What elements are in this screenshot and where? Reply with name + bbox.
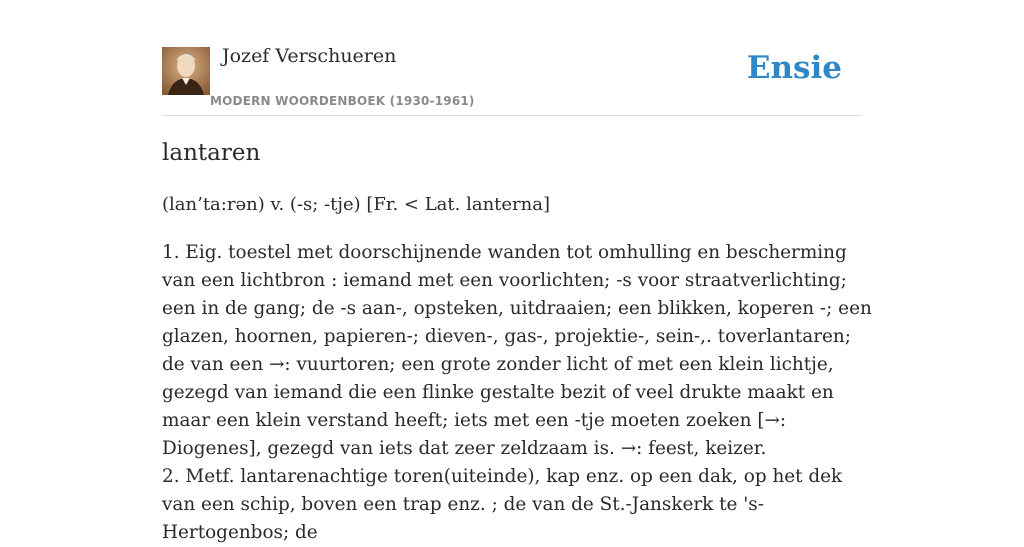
source-dictionary[interactable]: MODERN WOORDENBOEK (1930-1961) — [210, 94, 475, 108]
author-avatar[interactable] — [162, 47, 210, 95]
definition-1: 1. Eig. toestel met doorschijnende wanden tot omhulling en bescherming van een lichtbron : iemand met een voorlichten; -s voor straatverlichting; een in de gang; de -s aan-, opsteken, uitdraaien; een blikken, koperen -; een glazen, hoornen, papieren-; dieven-, gas-, projektie-, sein-,. toverlantaren; de van een →: vuurtoren; een grote zonder licht of met een klein lichtje, gezegd van iemand die een flinke gestalte bezit of veel drukte maakt en maar een klein verstand heeft; iets met een -tje moeten zoeken [→: Diogenes], gezegd van iets dat zeer zeldzaam is. →: feest, keizer. — [162, 242, 872, 459]
headword: lantaren — [162, 140, 261, 166]
ensie-logo[interactable]: Ensie — [746, 50, 842, 86]
entry-header — [162, 0, 862, 116]
author-name[interactable]: Jozef Verschueren — [222, 45, 397, 67]
page — [162, 0, 872, 543]
pronunciation-etymology: (lan’ta:rən) v. (-s; -tje) [Fr. < Lat. lanterna] — [162, 194, 551, 215]
definition-2: 2. Metf. lantarenachtige toren(uiteinde), kap enz. op een dak, op het dek van een schip, boven een trap enz. ; de van de St.-Janskerk te 's-Hertogenbos; de — [162, 466, 843, 543]
definitions — [162, 239, 872, 547]
portrait-image — [162, 47, 210, 95]
